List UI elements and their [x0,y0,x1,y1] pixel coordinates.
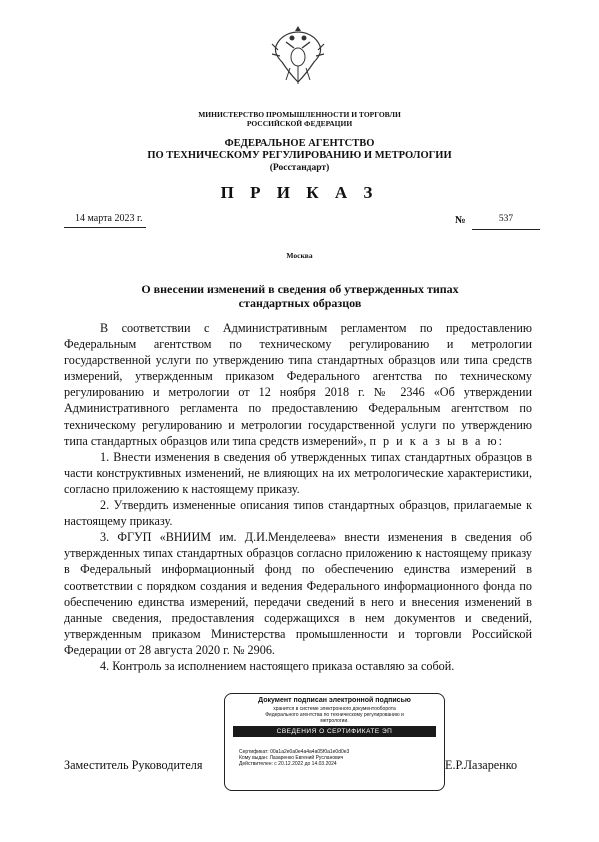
number-underline [472,229,540,230]
order-date: 14 марта 2023 г. [75,213,143,224]
stamp-owner: Кому выдан: Лазаренко Евгений Русланович [239,755,344,761]
item-4: 4. Контроль за исполнением настоящего приказа оставляю за собой. [100,658,455,673]
stamp-info [239,749,439,767]
signer-name: Е.Р.Лазаренко [445,758,518,772]
agency-line-1: ФЕДЕРАЛЬНОЕ АГЕНТСТВО [224,138,375,149]
order-city: Москва [286,251,313,260]
item-1: 1. Внести изменения в сведения об утвержденных типах стандартных образцов в части конструктивных изменений, не влияющих на их метрологические характеристики, согласно приложению к настоящему приказу. [64,449,532,496]
ministry-line-2: РОССИЙСКОЙ ФЕДЕРАЦИИ [246,119,353,128]
order-number: 537 [498,214,514,224]
agency-line-2: ПО ТЕХНИЧЕСКОМУ РЕГУЛИРОВАНИЮ И МЕТРОЛОГИИ [147,150,452,161]
intro-text: В соответствии с Административным регламентом по предоставлению Федеральным агентством по техническому регулированию и метрологии государственной услуги по утверждению типа стандартных образцов или типа средств измерений, утвержденным приказом Федерального агентства по техническому регулированию и метрологии от 12 ноября 2018 г. № 2346 «Об утверждении Административного регламента по предоставлению Федеральным агентством по техническому регулированию и метрологии государственной услуги по утверждению типа стандартных образцов или типа средств измерений», [64,321,532,448]
electronic-signature-stamp [224,693,445,791]
subject-line-1: О внесении изменений в сведения об утвержденных типах [141,282,459,296]
order-subject [80,282,520,310]
order-word: п р и к а з ы в а ю: [369,433,504,448]
stamp-cert: Сертификат: 00a1a2e0a0e4a4a4a05f0a1e0d0e3 [239,749,350,755]
coat-of-arms-emblem [268,22,328,90]
ministry-line-1: МИНИСТЕРСТВО ПРОМЫШЛЕННОСТИ И ТОРГОВЛИ [198,110,401,119]
order-body [64,320,532,674]
agency-line-3: (Росстандарт) [269,163,330,173]
stamp-line-2: Федерального агентства по техническому регулированию и [265,712,404,718]
item-3: 3. ФГУП «ВНИИМ им. Д.И.Менделеева» внести изменения в сведения об утвержденных типах стандартных образцов согласно приложению к настоящему приказу в Федеральный информационный фонд по обеспечению единства измерений в соответствии с порядком создания и ведения Федерального информационного фонда по обеспечению единства измерений, передачи сведений в него и внесения изменений в данные сведения, предоставления содержащихся в нем документов и сведений, утвержденным приказом Министерства промышленности и торговли Российской Федерации от 28 августа 2020 г. № 2906. [64,530,532,657]
order-number-label: № [455,215,466,226]
stamp-title: Документ подписан электронной подписью [258,697,411,704]
item-2: 2. Утвердить измененные описания типов стандартных образцов, прилагаемые к настоящему приказу. [64,498,532,529]
intro-paragraph [64,320,532,449]
stamp-cert-header: СВЕДЕНИЯ О СЕРТИФИКАТЕ ЭП [233,726,436,737]
stamp-line-1: хранится в системе электронного документооборота [273,706,396,712]
stamp-valid: Действителен: с 20.12.2022 до 14.03.2024 [239,761,337,767]
stamp-line-3: метрологии. [320,718,349,724]
subject-line-2: стандартных образцов [238,296,362,310]
date-underline [64,227,146,228]
order-title: П Р И К А З [220,183,379,202]
signer-position: Заместитель Руководителя [64,758,203,772]
